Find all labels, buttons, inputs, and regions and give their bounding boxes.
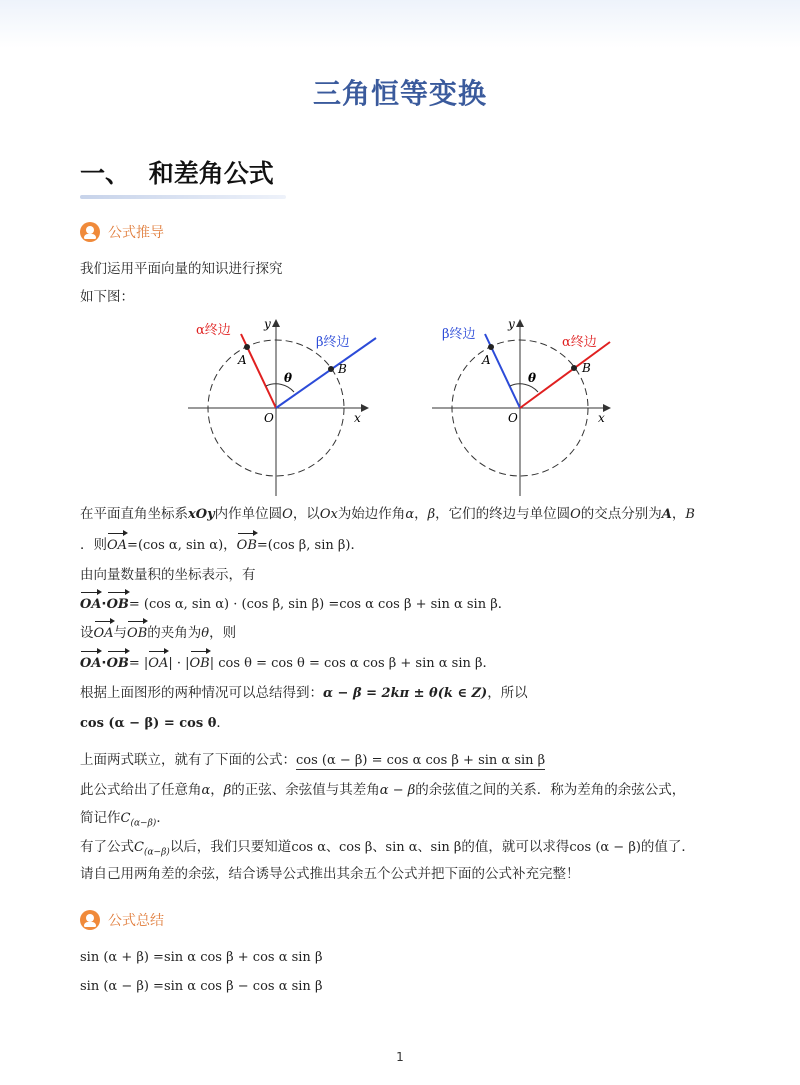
text: 设: [80, 625, 94, 641]
paragraph-6: [80, 653, 496, 674]
text: ．则: [80, 537, 107, 553]
paragraph-10: [80, 780, 685, 801]
text: 与: [113, 625, 128, 641]
paragraph-13: 请自己用两角差的余弦，结合诱导公式推出其余五个公式并把下面的公式补充完整！: [80, 866, 580, 882]
alpha-label-left: α终边: [196, 323, 231, 338]
text: 有了公式: [80, 839, 134, 855]
math: B: [685, 507, 695, 522]
text: ．: [156, 810, 170, 826]
unit-circle-figures: [186, 316, 616, 498]
math: O: [570, 507, 581, 522]
math: O: [282, 507, 293, 522]
math: α: [405, 507, 415, 522]
text: 上面两式联立，就有了下面的公式：: [80, 752, 296, 768]
derivation-badge-label: 公式推导: [108, 225, 164, 241]
text: 根据上面图形的两种情况可以总结得到：: [80, 685, 323, 701]
figure-right: [432, 317, 610, 496]
text: 的交点分别为: [580, 506, 662, 522]
y-label-left: y: [264, 317, 271, 331]
text: 此公式给出了任意角: [80, 782, 202, 798]
paragraph-3: 由向量数量积的坐标表示，有: [80, 567, 256, 583]
paragraph-12: [80, 837, 695, 863]
text: ，所以: [487, 685, 528, 701]
math: =(cos β, sin β): [256, 538, 351, 553]
math: C: [120, 811, 131, 826]
point-a-label-right: A: [482, 353, 491, 367]
math: α − β: [379, 783, 416, 798]
text: 的夹角为: [147, 625, 202, 641]
paragraph-5: [80, 623, 236, 644]
vector-oa: OA: [107, 536, 127, 556]
math: cos (α − β): [569, 840, 641, 855]
math: Ox: [319, 507, 338, 522]
text: ，: [210, 782, 224, 798]
math: | cos θ = cos θ = cos α cos β + sin α sin β: [209, 656, 483, 671]
point-b-right: [571, 365, 577, 371]
paragraph-9: [80, 750, 545, 771]
point-b-label-right: B: [582, 361, 591, 375]
subscript: (α−β): [130, 818, 157, 829]
summary-formula-1: sin (α + β) =sin α cos β + cos α sin β: [80, 950, 323, 965]
point-a-left: [244, 344, 250, 350]
text: 内作单位圆: [214, 506, 283, 522]
section-underline: [80, 195, 286, 199]
person-icon: [80, 222, 100, 242]
text: ，: [671, 506, 686, 522]
text: ．: [350, 537, 364, 553]
vector-ob: OB: [107, 595, 129, 615]
page-number: 1: [396, 1050, 404, 1064]
math: =(cos α, sin α): [127, 538, 224, 553]
top-band: [0, 0, 800, 48]
origin-label-right: O: [508, 411, 518, 425]
text: 以后，我们只要知道: [169, 839, 292, 855]
vector-oa: OA: [148, 654, 168, 674]
math: cos (α − β) = cos θ: [80, 716, 217, 731]
theta-arc-right: [510, 384, 538, 392]
theta-label-right: θ: [528, 371, 537, 385]
math: α: [201, 783, 211, 798]
intro-line-1: 我们运用平面向量的知识进行探究: [80, 261, 283, 277]
math: θ: [201, 626, 210, 641]
point-b-left: [328, 366, 334, 372]
section-heading: [80, 154, 274, 190]
summary-badge-label: 公式总结: [108, 913, 164, 929]
x-label-right: x: [598, 411, 605, 425]
text: 为始边作角: [337, 506, 406, 522]
vector-oa: OA: [80, 654, 101, 674]
math: cos α、cos β、sin α、sin β: [291, 840, 462, 855]
y-label-right: y: [508, 317, 515, 331]
subscript: (α−β): [143, 847, 170, 858]
intro-line-2: 如下图：: [80, 289, 134, 305]
figure-left: [188, 317, 376, 496]
text: 简记作: [80, 810, 121, 826]
vector-ob: OB: [190, 654, 210, 674]
beta-label-left: β终边: [316, 335, 350, 350]
section-number: 一、: [80, 159, 131, 188]
alpha-label-right: α终边: [562, 335, 597, 350]
math: C: [134, 840, 144, 855]
text: 的正弦、余弦值与其差角: [231, 782, 380, 798]
math: β: [223, 783, 232, 798]
text: ，它们的终边与单位圆: [435, 506, 571, 522]
point-b-label-left: B: [338, 362, 347, 376]
text: ，以: [292, 506, 320, 522]
paragraph-2: [80, 535, 364, 556]
text: ，: [223, 537, 237, 553]
text: ．: [497, 596, 512, 612]
paragraph-7: [80, 683, 528, 704]
vector-oa: OA: [80, 595, 101, 615]
page-title: 三角恒等变换: [312, 77, 487, 110]
person-icon: [80, 910, 100, 930]
math: | · |: [168, 656, 190, 671]
difference-cosine-formula: cos (α − β) = cos α cos β + sin α sin β: [296, 753, 546, 768]
summary-badge: [80, 910, 164, 930]
derivation-badge: [80, 222, 164, 242]
math: = |: [128, 656, 149, 671]
text: 的余弦值之间的关系．称为差角的余弦公式，: [415, 782, 686, 798]
theta-arc-left: [266, 384, 294, 392]
theta-label-left: θ: [284, 371, 293, 385]
dot: ·: [101, 655, 107, 671]
math: α − β = 2kπ ± θ(k ∈ Z): [323, 686, 488, 701]
beta-label-right: β终边: [442, 327, 476, 342]
math: xOy: [188, 507, 215, 522]
math: = (cos α, sin α) · (cos β, sin β) =cos α cos β + sin α sin β: [128, 597, 498, 612]
math: β: [427, 507, 436, 522]
point-a-right: [488, 344, 494, 350]
vector-oa: OA: [94, 624, 114, 644]
paragraph-8: [80, 713, 230, 734]
vector-ob: OB: [107, 654, 129, 674]
x-label-left: x: [354, 411, 361, 425]
dot: ·: [101, 596, 107, 612]
paragraph-11: [80, 808, 170, 834]
text: 在平面直角坐标系: [80, 506, 188, 522]
vector-ob: OB: [127, 624, 147, 644]
text: 的值，就可以求得: [461, 839, 570, 855]
origin-label-left: O: [264, 411, 274, 425]
text: 的值了．: [640, 839, 695, 855]
point-a-label-left: A: [238, 353, 247, 367]
summary-formula-2: sin (α − β) =sin α cos β − cos α sin β: [80, 979, 323, 994]
section-name: 和差角公式: [148, 159, 274, 188]
vector-ob: OB: [237, 536, 257, 556]
paragraph-1: [80, 504, 695, 525]
text: ．: [482, 655, 497, 671]
text: ．: [216, 715, 230, 731]
math: A: [661, 507, 672, 522]
paragraph-4: [80, 594, 511, 615]
text: ，则: [209, 625, 237, 641]
text: ，: [414, 506, 428, 522]
